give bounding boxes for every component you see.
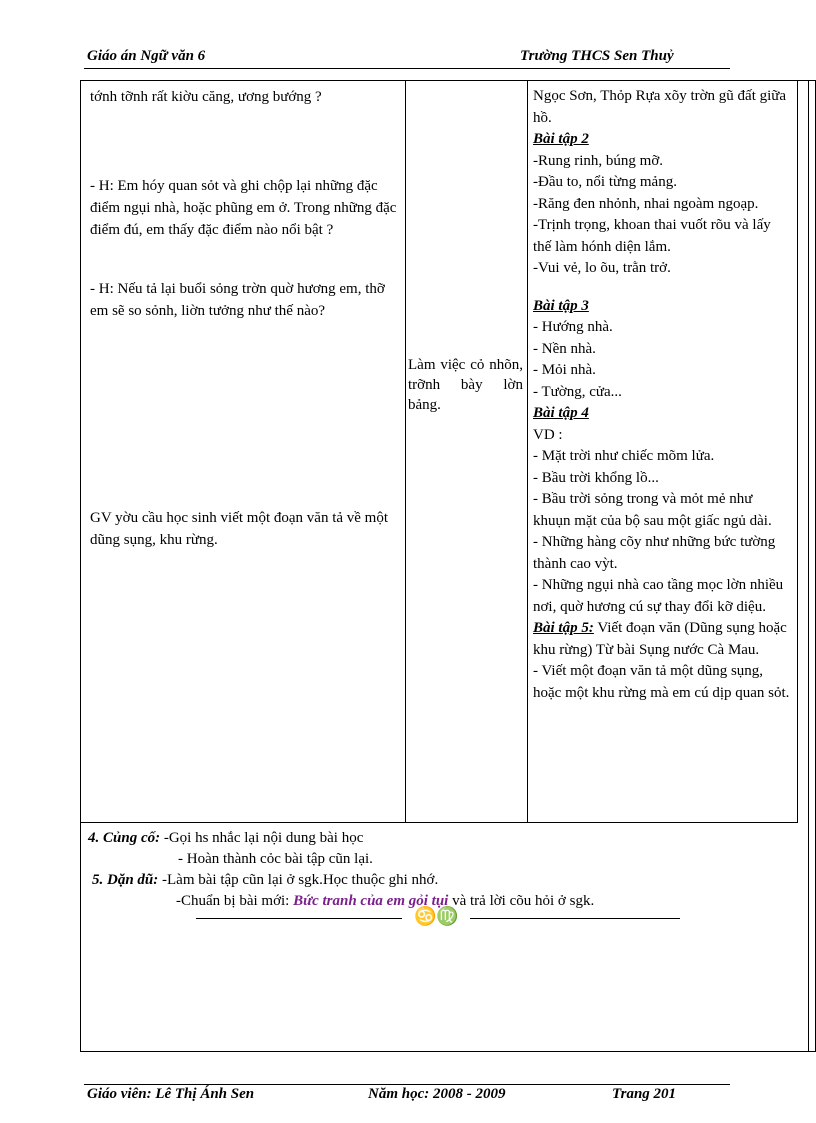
- consolidate-text-2: - Hoàn thành cỏc bài tập cũn lại.: [178, 851, 373, 867]
- separator-line-left: [196, 918, 402, 919]
- exercise-5-title: Bài tập 5:: [533, 620, 594, 636]
- column-divider-3: [797, 80, 798, 823]
- exercise-2-item: -Vui vẻ, lo õu, trằn trở.: [533, 260, 671, 276]
- footer-school-year: Năm học: 2008 - 2009: [368, 1086, 506, 1102]
- exercise-4-item: - Mặt trời như chiếc mõm lửa.: [533, 448, 715, 464]
- content-column: [533, 86, 791, 704]
- column-divider-2: [527, 80, 528, 823]
- question-3: - H: Nếu tả lại buổi sỏng trờn quờ hương em, thỡ em sẽ so sỏnh, liờn tưởng như thế nào?: [90, 281, 385, 319]
- exercise-2-item: -Đầu to, nổi từng mảng.: [533, 174, 677, 190]
- exercise-4-title: Bài tập 4: [533, 405, 589, 421]
- exercise-4-item: VD :: [533, 426, 563, 443]
- exercise-4-item: - Bầu trời sỏng trong và mỏt mẻ như khuụn mặt của bộ sau một giấc ngủ dài.: [533, 491, 772, 529]
- homework-suffix: và trả lời cõu hỏi ở sgk.: [448, 893, 595, 909]
- exercise-3-item: - Nền nhà.: [533, 340, 596, 357]
- lesson-title: Bức tranh của em gỏi tụi: [293, 893, 449, 909]
- header-right: Trường THCS Sen Thuỷ: [520, 48, 674, 64]
- consolidate-line-1: [88, 828, 363, 849]
- exercise-5-item: - Viết một đoạn văn tả một dũng sụng, hoặc một khu rừng mà em cú dịp quan sỏt.: [533, 663, 790, 701]
- homework-label: 5. Dặn dũ:: [92, 872, 159, 888]
- exercise-4-item: - Bầu trời khổng lồ...: [533, 469, 659, 486]
- column-divider-1: [405, 80, 406, 823]
- exercise-3-item: - Hướng nhà.: [533, 319, 613, 335]
- consolidate-label: 4. Củng cố:: [88, 830, 161, 846]
- exercise-5-text: Viết đoạn văn (Dũng sụng hoặc khu rừng) Từ bài Sụng nước Cà Mau.: [533, 620, 787, 658]
- homework-prefix: -Chuẩn bị bài mới:: [176, 893, 294, 909]
- homework-text-1: -Làm bài tập cũn lại ở sgk.Học thuộc ghi nhớ.: [158, 872, 439, 888]
- student-activity-column: Làm việc cỏ nhõn, trỡnh bày lờn bảng.: [408, 357, 523, 413]
- question-1: tớnh tỡnh rất kiờu căng, ương bướng ?: [90, 89, 322, 105]
- question-2: - H: Em hóy quan sỏt và ghi chộp lại những đặc điểm ngụi nhà, hoặc phũng em ở. Trong những đặc điểm đú, em thấy đặc điểm nào nổi bật ?: [90, 178, 397, 238]
- writing-task: GV yờu cầu học sinh viết một đoạn văn tả về một dũng sụng, khu rừng.: [90, 510, 389, 548]
- separator-ornament: ♋♍: [414, 906, 459, 927]
- homework-line-1: [92, 870, 438, 891]
- footer-rule: [84, 1084, 730, 1085]
- exercise-2-title: Bài tập 2: [533, 131, 589, 147]
- exercise-3-item: - Tường, cửa...: [533, 383, 622, 400]
- exercise-3-title: Bài tập 3: [533, 297, 589, 314]
- exercise-4-item: - Những ngụi nhà cao tầng mọc lờn nhiều nơi, quờ hương cú sự thay đổi kỡ diệu.: [533, 577, 784, 615]
- exercise-5: [533, 618, 791, 661]
- right-margin-rule: [808, 80, 809, 1052]
- intro-text: Ngọc Sơn, Thỏp Rựa xõy trờn gũ đất giữa hồ.: [533, 88, 787, 126]
- header-rule: [84, 68, 730, 69]
- table-bottom-rule: [80, 822, 798, 823]
- footer-teacher: Giáo viên: Lê Thị Ánh Sen: [87, 1086, 255, 1102]
- header-left: Giáo án Ngữ văn 6: [87, 48, 206, 64]
- exercise-2-item: -Rung rinh, búng mỡ.: [533, 152, 664, 169]
- consolidate-text-1: -Gọi hs nhắc lại nội dung bài học: [160, 830, 364, 846]
- exercise-4-item: - Những hàng cõy như những bức tường thành cao vỳt.: [533, 534, 776, 572]
- footer-page-number: Trang 201: [612, 1086, 677, 1102]
- exercise-2-item: -Răng đen nhỏnh, nhai ngoàm ngoạp.: [533, 195, 759, 212]
- exercise-3-item: - Mỏi nhà.: [533, 362, 596, 378]
- homework-line-2: [176, 891, 594, 912]
- exercise-2-item: -Trịnh trọng, khoan thai vuốt rõu và lấy thế làm hónh diện lắm.: [533, 217, 771, 255]
- separator-line-right: [470, 918, 680, 919]
